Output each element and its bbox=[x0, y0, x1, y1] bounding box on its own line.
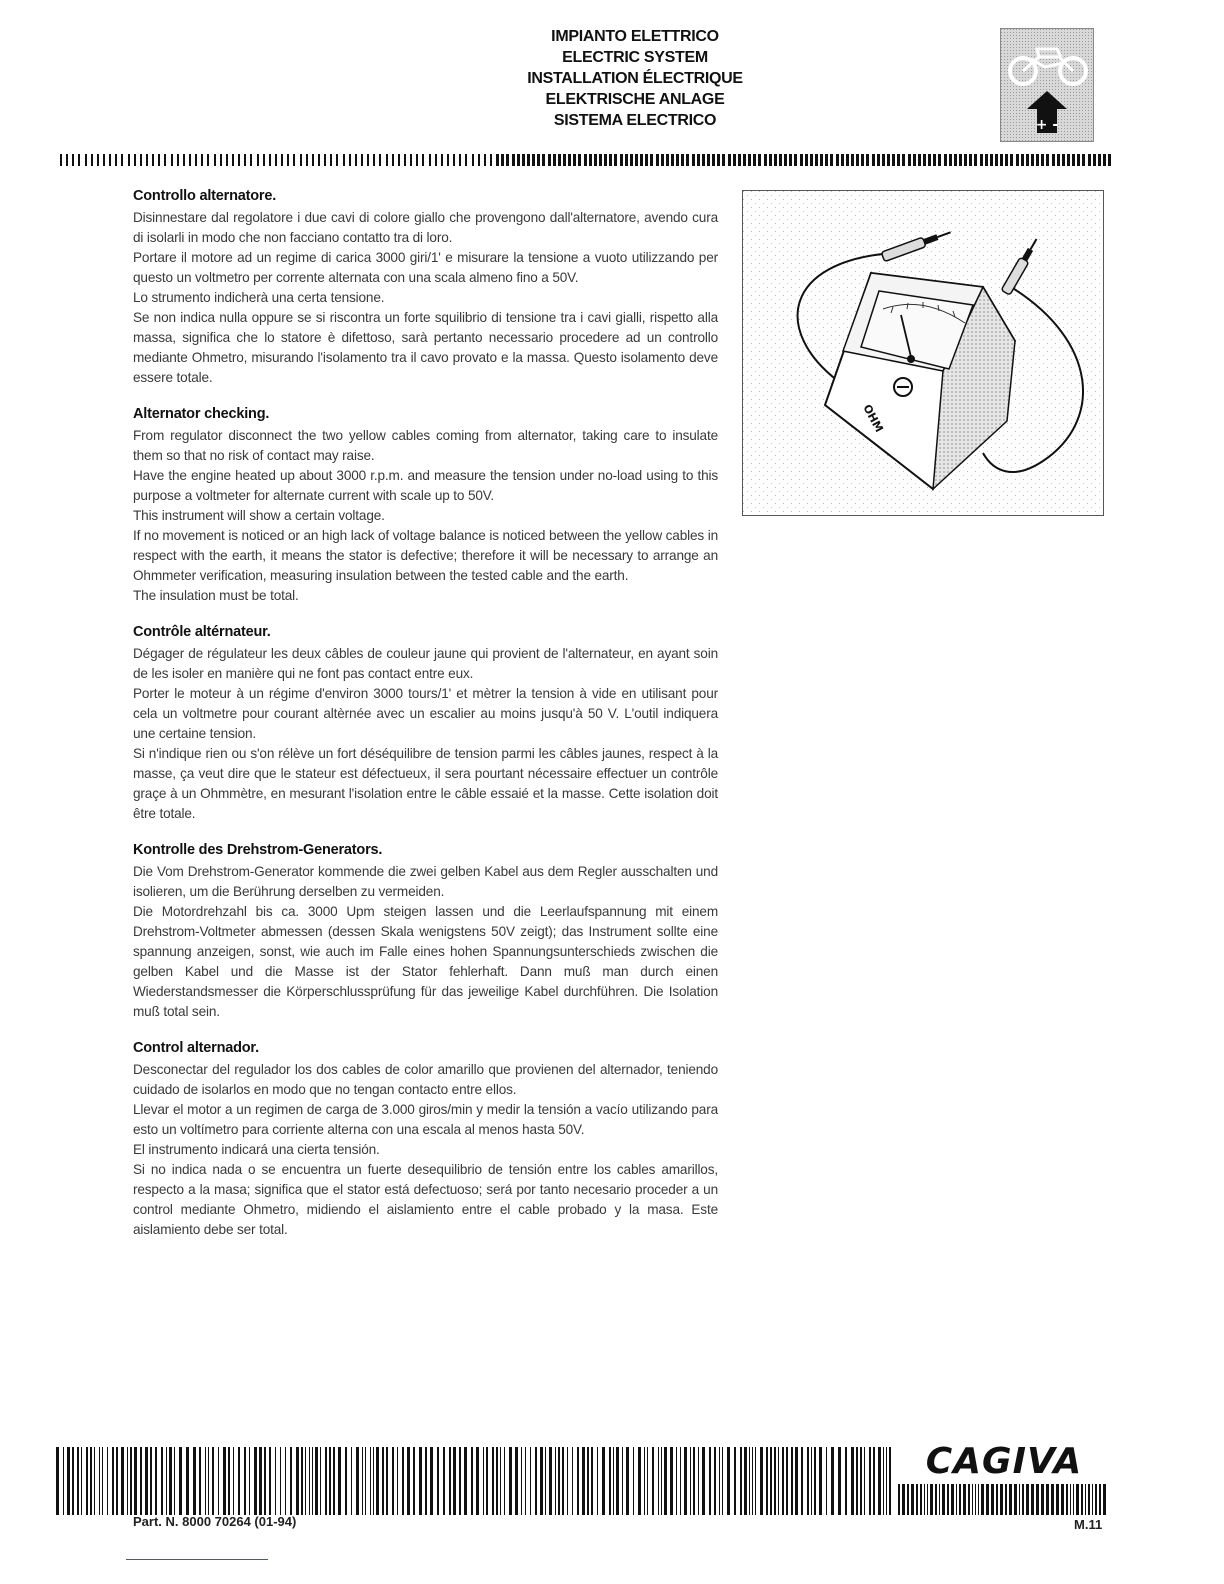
paragraph: Have the engine heated up about 3000 r.p.m. and measure the tension under no-load using to this purpose a voltmeter for alternate current with scale up to 50V. bbox=[133, 468, 718, 503]
paragraph: Si no indica nada o se encuentra un fuerte desequilibrio de tensión entre los cables amarillos, respecto a la masa; significa que el stator está defectuoso; será por tanto necesario proceder a un control mediante Ohmetro, midiendo el aislamiento entre el cable probado y la masa. Este aislamiento debe ser total. bbox=[133, 1162, 718, 1237]
brand-logo: CAGIVA bbox=[925, 1441, 1083, 1482]
section-german bbox=[133, 840, 718, 1022]
title-french: INSTALLATION ÉLECTRIQUE bbox=[527, 70, 743, 87]
footer-barcode bbox=[56, 1447, 896, 1515]
paragraph: El instrumento indicará una cierta tensión. bbox=[133, 1142, 380, 1157]
paragraph: Desconectar del regulador los dos cables de color amarillo que provienen del alternador, teniendo cuidado de isolarlos en modo que no tengan contacto entre ellos. bbox=[133, 1062, 718, 1097]
paragraph: Llevar el motor a un regimen de carga de 3.000 giros/min y medir la tensión a vacío utilizando para esto un voltímetro para corriente alterna con una escala al menos hasta 50V. bbox=[133, 1102, 718, 1137]
electric-system-emblem bbox=[1000, 28, 1094, 142]
section-italian bbox=[133, 186, 718, 388]
paragraph: Die Motordrehzahl bis ca. 3000 Upm steigen lassen und die Leerlaufspannung mit einem Drehstrom-Voltmeter abmessen (dessen Skala wenigstens 50V zeigt); das Instrument sollte eine spannung anzeigen, sonst, wie auch im Falle eines hohen Spannungsunterschieds zwischen die gelben Kabel und die Masse ist der Stator fehlerhaft. Dann muß man durch einen Wiederstandsmesser die Körperschlussprüfung für das jeweilige Kabel durchführen. Die Isolation muß total sein. bbox=[133, 904, 718, 1019]
ohm-label: OHM bbox=[860, 402, 886, 435]
title-english: ELECTRIC SYSTEM bbox=[562, 49, 708, 66]
section-heading: Control alternador. bbox=[133, 1040, 259, 1056]
footer-link-line bbox=[126, 1559, 268, 1560]
paragraph: Disinnestare dal regolatore i due cavi di colore giallo che provengono dall'alternatore, avendo cura di isolarli in modo che non facciano contatto tra di loro. bbox=[133, 210, 718, 245]
paragraph: Si n'indique rien ou s'on rélève un fort déséquilibre de tension parmi les câbles jaunes, respect à la masse, ça veut dire que le stateur est défectueux, il sera pourtant nécessaire effectuer un contrôle graçe à un Ohmmètre, en mesurant l'isolation entre le câble essaié et la masse. Cette isolation doit être totale. bbox=[133, 746, 718, 821]
voltmeter-icon bbox=[743, 191, 1103, 515]
section-spanish bbox=[133, 1038, 718, 1240]
top-tick-rule bbox=[60, 150, 1116, 168]
paragraph: Portare il motore ad un regime di carica 3000 giri/1' e misurare la tensione a vuoto utilizzando per questo un voltmetro per corrente alternata con una scala almeno fino a 50V. bbox=[133, 250, 718, 285]
page-title-block bbox=[470, 26, 800, 131]
brand-barcode bbox=[898, 1484, 1110, 1515]
part-number: Part. N. 8000 70264 (01-94) bbox=[133, 1514, 297, 1529]
paragraph: If no movement is noticed or an high lack of voltage balance is noticed between the yellow cables in respect with the earth, it means the stator is defective; therefore it will be necessary to arrange an Ohmmeter verification, measuring insulation between the tested cable and the earth. bbox=[133, 528, 718, 583]
motorcycle-icon bbox=[1001, 29, 1093, 141]
paragraph: Dégager de régulateur les deux câbles de couleur jaune qui provient de l'alternateur, en ayant soin de les isoler en manière qui ne font pas contact entre eux. bbox=[133, 646, 718, 681]
instructions-column bbox=[133, 186, 718, 1256]
paragraph: Die Vom Drehstrom-Generator kommende die zwei gelben Kabel aus dem Regler ausschalten und isolieren, um die Berührung derselben zu vermeiden. bbox=[133, 864, 718, 899]
section-heading: Alternator checking. bbox=[133, 406, 270, 422]
paragraph: Porter le moteur à un régime d'environ 3000 tours/1' et mètrer la tension à vide en utilisant pour cela un voltmetre pour courant altèrnée avec un escalier au moins jusqu'à 50 V. L'outil indiquera une certaine tension. bbox=[133, 686, 718, 741]
section-heading: Controllo alternatore. bbox=[133, 188, 277, 204]
paragraph: Se non indica nulla oppure se si riscontra un forte squilibrio di tensione tra i cavi gialli, rispetto alla massa, significa che lo statore è difettoso, sarà pertanto necessario procedere ad un controllo mediante Ohmetro, misurando l'isolamento tra il cavo provato e la massa. Questo isolamento deve essere totale. bbox=[133, 310, 718, 385]
title-italian: IMPIANTO ELETTRICO bbox=[551, 28, 719, 45]
paragraph: This instrument will show a certain voltage. bbox=[133, 508, 385, 523]
emblem-symbol: + - bbox=[1035, 117, 1059, 133]
section-heading: Kontrolle des Drehstrom-Generators. bbox=[133, 842, 383, 858]
section-english bbox=[133, 404, 718, 606]
section-heading: Contrôle altérnateur. bbox=[133, 624, 271, 640]
paragraph: From regulator disconnect the two yellow cables coming from alternator, taking care to insulate them so that no risk of contact may raise. bbox=[133, 428, 718, 463]
page-number: M.11 bbox=[1074, 1517, 1103, 1532]
title-spanish: SISTEMA ELECTRICO bbox=[553, 112, 717, 129]
ohmmeter-illustration bbox=[742, 190, 1104, 516]
paragraph: The insulation must be total. bbox=[133, 588, 299, 603]
paragraph: Lo strumento indicherà una certa tensione. bbox=[133, 290, 385, 305]
section-french bbox=[133, 622, 718, 824]
title-german: ELEKTRISCHE ANLAGE bbox=[545, 91, 725, 108]
